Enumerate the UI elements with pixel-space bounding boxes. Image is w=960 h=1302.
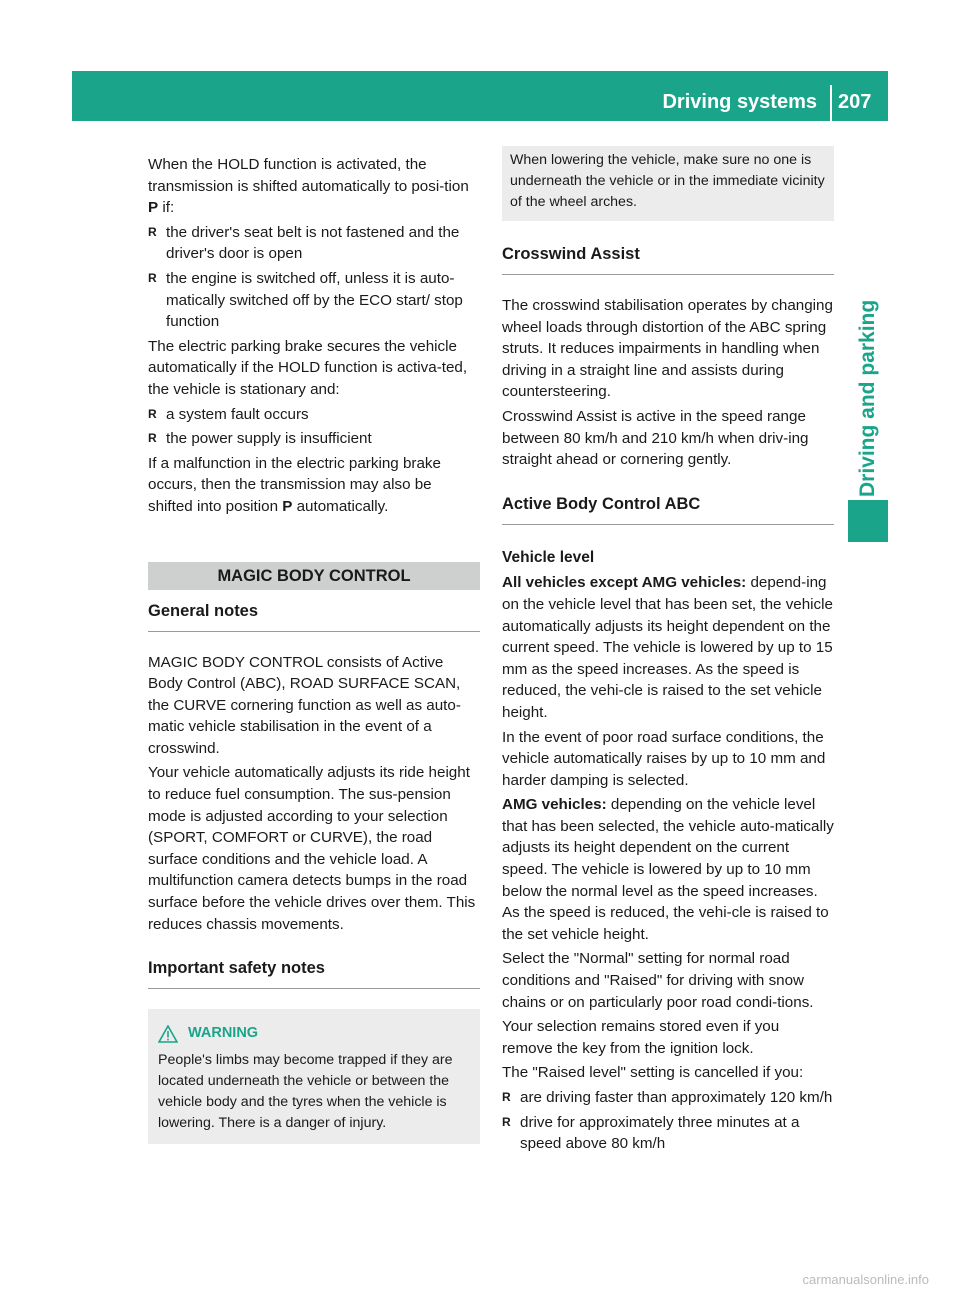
- general-notes-paragraph-1: MAGIC BODY CONTROL consists of Active Body Control (ABC), ROAD SURFACE SCAN, the CURVE cornering function as well as auto-matic vehicle stabilisation in the event of a crosswind.: [148, 653, 461, 757]
- warning-triangle-icon: [158, 1025, 178, 1043]
- list-item: R the engine is switched off, unless it is auto-matically switched off by the ECO start/ stop function: [148, 269, 463, 331]
- hold-paragraph: When the HOLD function is activated, the transmission is shifted automatically to posi-tion P if:: [148, 156, 469, 217]
- bullet-icon: R: [148, 270, 157, 285]
- warning-box: [148, 1009, 480, 1144]
- bullet-icon: R: [148, 224, 157, 239]
- bullet-icon: R: [148, 406, 157, 421]
- general-notes-paragraph-2: Your vehicle automatically adjusts its ride height to reduce fuel consumption. The sus-pension mode is adjusted according to your selection (SPORT, COMFORT or CURVE), the road surface conditions and the vehicle load. A multifunction camera detects bumps in the road surface before the vehicle drives over them. This reduces chassis movements.: [148, 764, 476, 933]
- bullet-icon: R: [502, 1090, 511, 1104]
- side-tab-label: Driving and parking: [856, 299, 879, 497]
- bullet-icon: R: [148, 431, 157, 446]
- warning-text: People's limbs may become trapped if they are located underneath the vehicle or between the vehicle body and the tyres when the vehicle is lowering. There is a danger of injury.: [158, 1052, 453, 1132]
- vehicle-level-paragraph-1: All vehicles except AMG vehicles: depend-ing on the vehicle level that has been set, the vehicle automatically adjusts its height dependent on the current speed. The vehicle is lowered by up to 15 mm as the speed increases. As the speed is reduced, the vehi-cle is raised to the set vehicle height.: [502, 574, 833, 721]
- list-item: R a system fault occurs: [148, 404, 480, 426]
- right-column: [502, 154, 834, 1155]
- watermark: carmanualsonline.info: [802, 1272, 929, 1287]
- bullet-icon: R: [502, 1114, 511, 1129]
- crosswind-paragraph-1: The crosswind stabilisation operates by changing wheel loads through distortion of the ABC spring struts. It reduces impairments in handling when driving in a straight line and assists during countersteering.: [502, 297, 833, 401]
- crosswind-heading: Crosswind Assist: [502, 243, 834, 275]
- header-bar: [72, 71, 888, 121]
- section-title: MAGIC BODY CONTROL: [148, 562, 480, 590]
- list-item: R the driver's seat belt is not fastened and the driver's door is open: [148, 223, 460, 263]
- header-separator: [830, 85, 832, 121]
- left-column: [148, 154, 480, 1144]
- warning-label: WARNING: [188, 1025, 259, 1042]
- vehicle-level-paragraph-4: Select the "Normal" setting for normal road conditions and "Raised" for driving with snow chains or on particularly poor road condi-tions.: [502, 950, 814, 1011]
- list-item: R the power supply is insufficient: [148, 428, 480, 450]
- warning-header: [158, 1023, 470, 1044]
- vehicle-level-heading: Vehicle level: [502, 548, 595, 566]
- general-notes-heading: General notes: [148, 600, 480, 632]
- vehicle-level-paragraph-5: Your selection remains stored even if you remove the key from the ignition lock.: [502, 1018, 780, 1057]
- list-item: R are driving faster than approximately 120 km/h: [502, 1087, 834, 1109]
- crosswind-paragraph-2: Crosswind Assist is active in the speed range between 80 km/h and 210 km/h when driv-ing straight ahead or cornering gently.: [502, 407, 809, 469]
- note-text: When lowering the vehicle, make sure no one is underneath the vehicle or in the immediate vicinity of the wheel arches.: [510, 152, 825, 210]
- malfunction-paragraph: If a malfunction in the electric parking brake occurs, then the transmission may also be shifted into position P automatically.: [148, 454, 441, 515]
- vehicle-level-paragraph-6: The "Raised level" setting is cancelled if you:: [502, 1064, 804, 1082]
- header-title: Driving systems: [662, 91, 817, 113]
- vehicle-level-paragraph-3: AMG vehicles: depending on the vehicle level that has been selected, the vehicle auto-matically adjusts its height dependent on the current speed. The vehicle is lowered by up to 10 mm below the normal level as the speed increases. As the speed is reduced, the vehi-cle is raised to the set vehicle height.: [502, 796, 834, 943]
- abc-heading: Active Body Control ABC: [502, 493, 834, 525]
- note-box: [502, 146, 834, 221]
- side-tab-marker: [848, 500, 888, 542]
- safety-notes-heading: Important safety notes: [148, 957, 480, 989]
- vehicle-level-paragraph-2: In the event of poor road surface conditions, the vehicle automatically raises by up to 10 mm and harder damping is selected.: [502, 728, 826, 789]
- list-item: R drive for approximately three minutes at a speed above 80 km/h: [502, 1113, 800, 1153]
- parking-brake-paragraph: The electric parking brake secures the vehicle automatically if the HOLD function is activa-ted, the vehicle is stationary and:: [148, 337, 468, 398]
- page-number: 207: [838, 91, 872, 113]
